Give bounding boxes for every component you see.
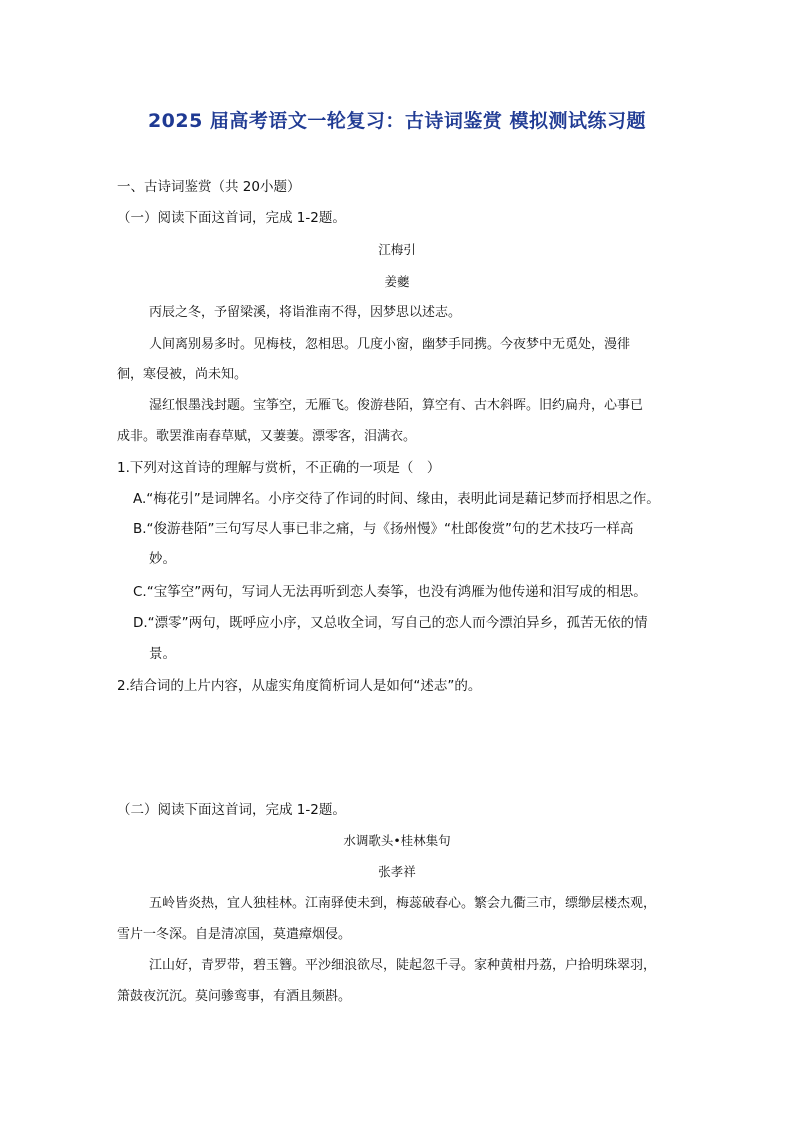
part1-stanza1-line2: 徊，寒侵被，尚未知。	[117, 367, 248, 382]
q1-option-d-line2: 景。	[149, 646, 176, 662]
part1-stanza2-line1: 湿红恨墨浅封题。宝筝空，无雁飞。俊游巷陌，算空有、古木斜晖。旧约扁舟，心事已	[149, 398, 644, 413]
q1-option-a: A.“梅花引”是词牌名。小序交待了作词的时间、缘由，表明此词是藉记梦而抒相思之作。	[133, 491, 660, 507]
part1-author: 姜夔	[384, 274, 410, 289]
part2-stanza1-line2: 雪片一冬深。自是清凉国，莫遣瘴烟侵。	[117, 927, 352, 942]
q1-option-c: C.“宝筝空”两句，写词人无法再听到恋人奏筝，也没有鸿雁为他传递和泪写成的相思。	[133, 584, 647, 600]
q1-option-d-line1: D.“漂零”两句，既呼应小序，又总收全词，写自己的恋人而今漂泊异乡，孤苦无依的情	[133, 615, 648, 631]
part2-stanza1-line1: 五岭皆炎热，宜人独桂林。江南驿使未到，梅蕊破春心。繁会九衢三市，缥缈层楼杰观，	[149, 896, 657, 911]
part2-stanza2-line2: 箫鼓夜沉沉。莫问骖鸾事，有酒且频斟。	[117, 989, 352, 1004]
q1-option-b-line1: B.“俊游巷陌”三句写尽人事已非之痛，与《扬州慢》“杜郎俊赏”句的艺术技巧一样高	[133, 521, 634, 537]
section-heading: 一、古诗词鉴赏（共 20小题）	[117, 179, 301, 195]
question-2: 2.结合词的上片内容，从虚实角度简析词人是如何“述志”的。	[117, 678, 482, 694]
part2-stanza2-line1: 江山好，青罗带，碧玉簪。平沙细浪欲尽，陡起忽千寻。家种黄柑丹荔，户拾明珠翠羽，	[149, 958, 657, 973]
part1-stanza2-line2: 成非。歌罢淮南春草赋，又萋萋。漂零客，泪满衣。	[117, 429, 417, 444]
part2-intro: （二）阅读下面这首词，完成 1-2题。	[117, 802, 346, 818]
part1-intro: （一）阅读下面这首词，完成 1-2题。	[117, 210, 346, 226]
part2-author: 张孝祥	[378, 864, 416, 879]
document-title: 2025 届高考语文一轮复习：古诗词鉴赏 模拟测试练习题	[147, 110, 647, 132]
part1-poem-title: 江梅引	[378, 242, 416, 257]
q1-option-b-line2: 妙。	[149, 551, 176, 567]
part2-poem-title: 水调歌头•桂林集句	[343, 833, 451, 848]
question-1: 1.下列对这首诗的理解与赏析，不正确的一项是（ ）	[117, 460, 441, 476]
part1-preface: 丙辰之冬，予留梁溪，将诣淮南不得，因梦思以述志。	[149, 305, 462, 320]
part1-stanza1-line1: 人间离别易多时。见梅枝，忽相思。几度小窗，幽梦手同携。今夜梦中无觅处，漫徘	[149, 337, 631, 352]
